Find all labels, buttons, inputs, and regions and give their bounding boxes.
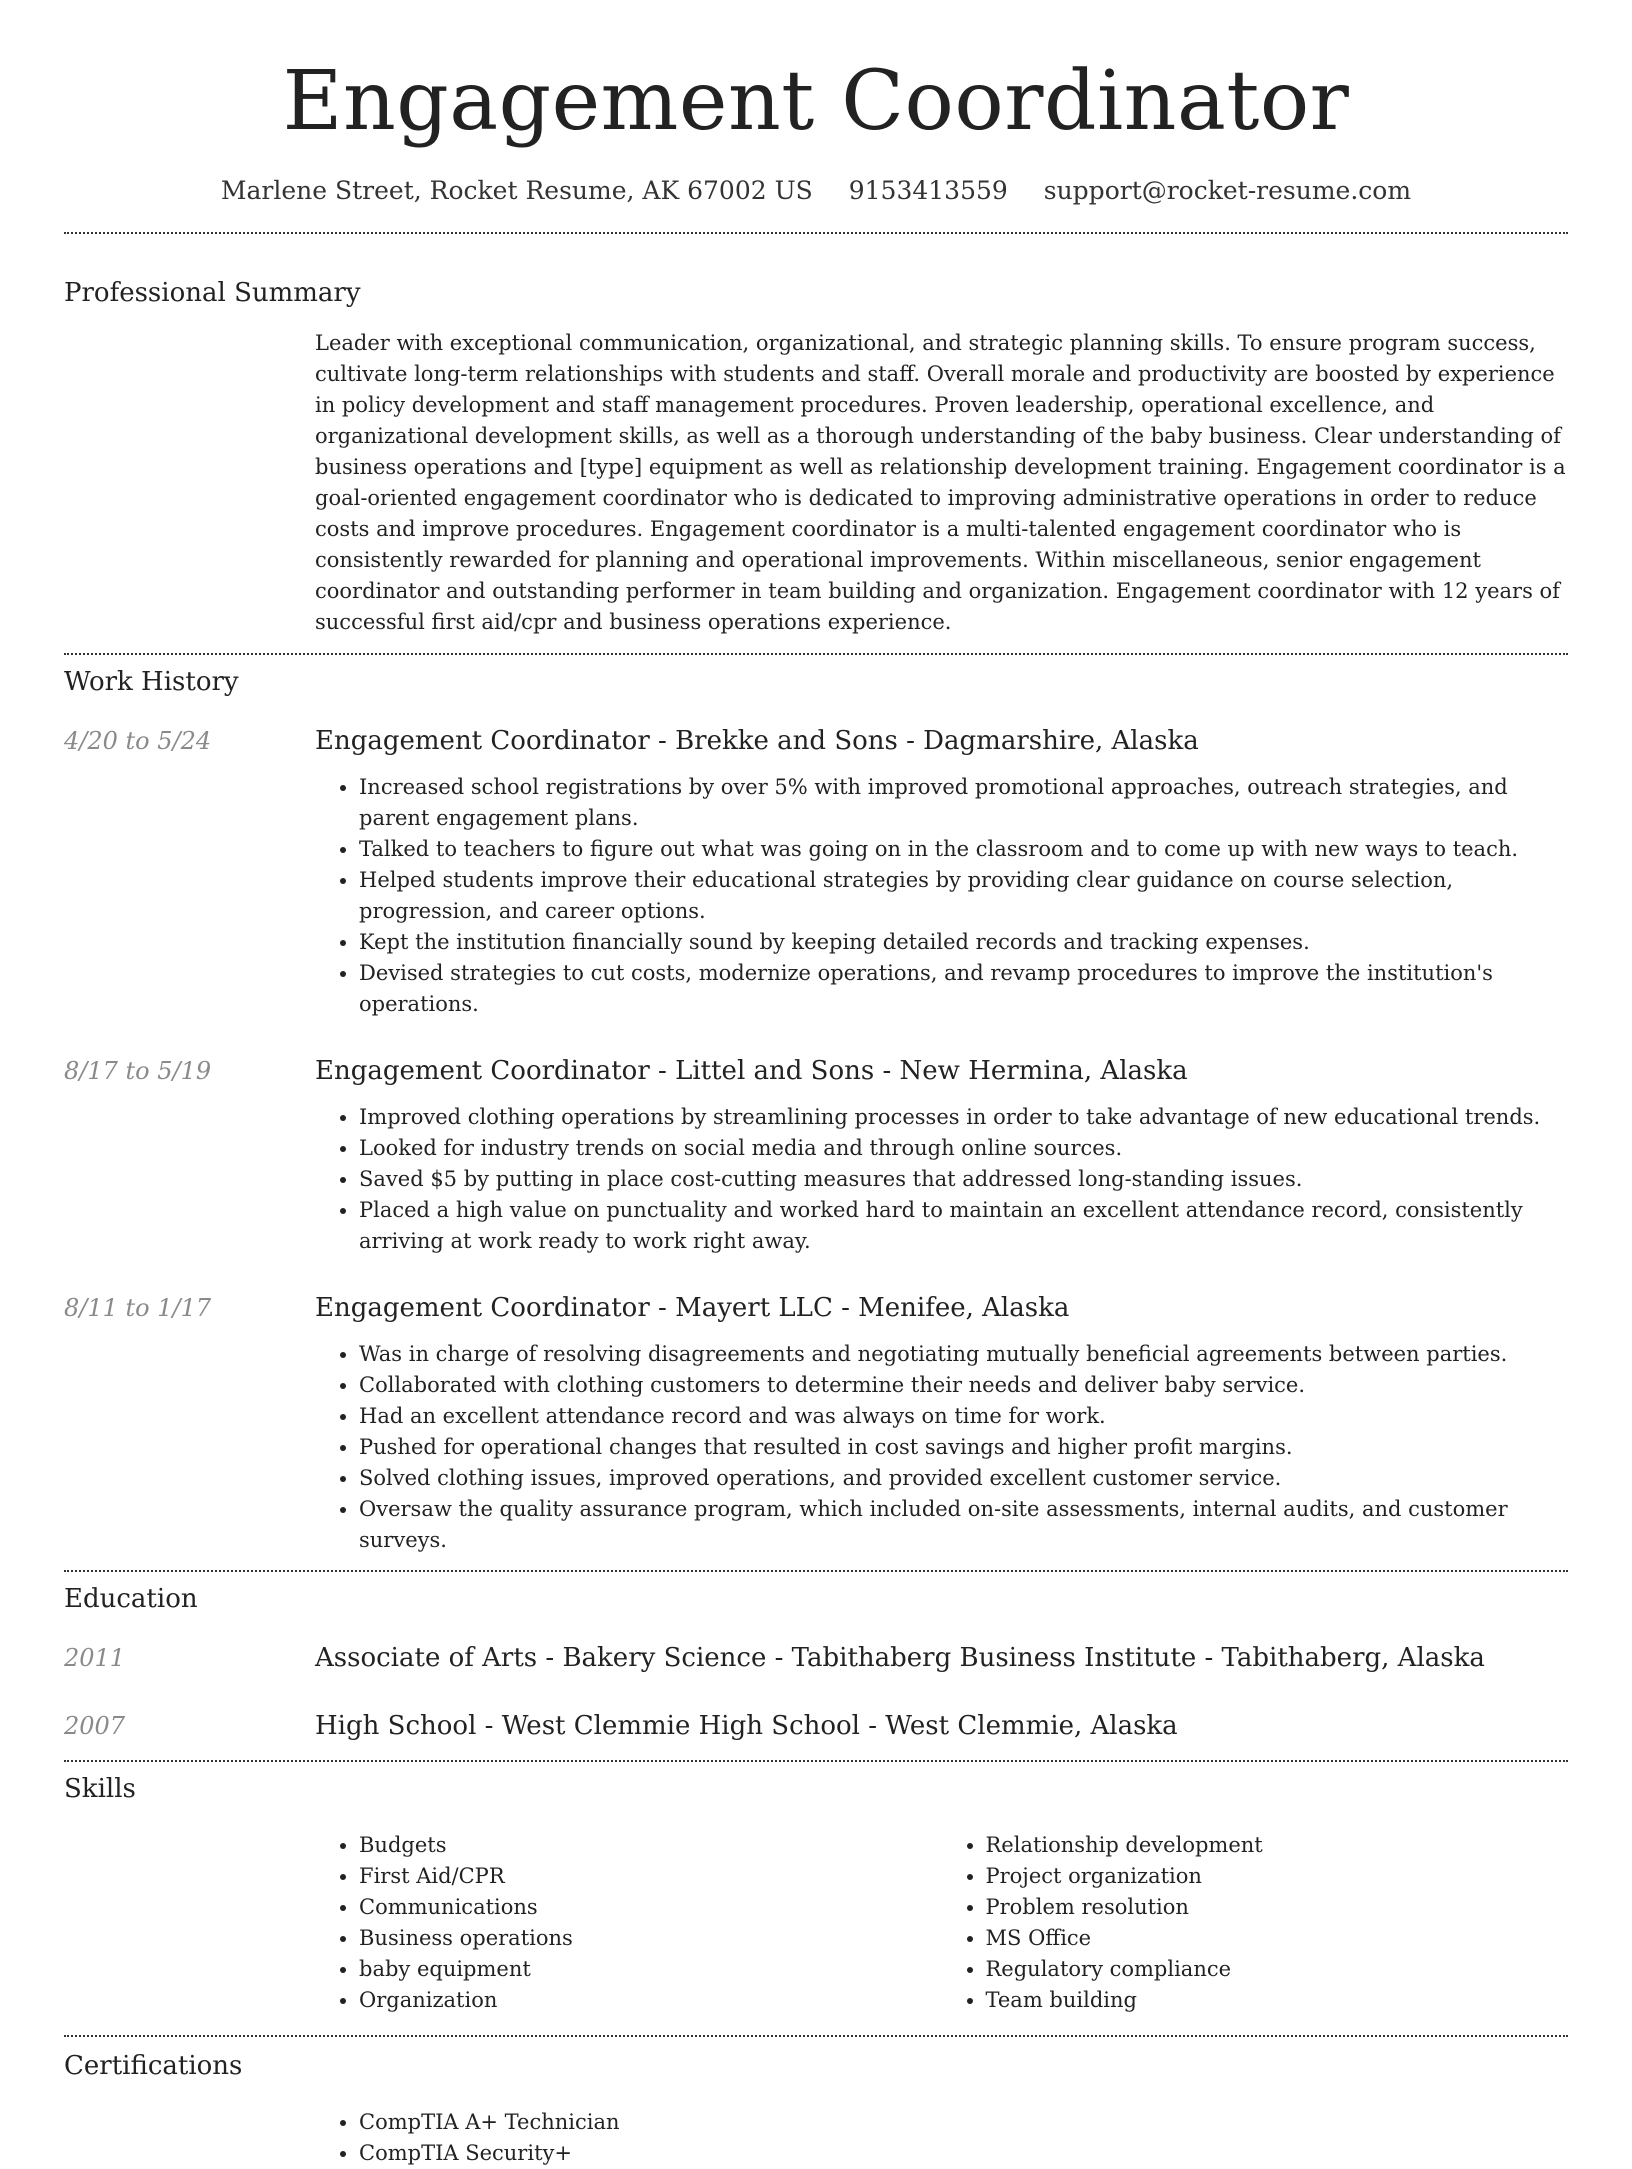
contact-email: support@rocket-resume.com (1043, 176, 1412, 205)
contact-address: Marlene Street, Rocket Resume, AK 67002 US (220, 176, 813, 205)
list-item: • Organization (359, 1985, 942, 2016)
list-item: • Regulatory compliance (986, 1954, 1569, 1985)
education-year: 2007 (64, 1712, 126, 1740)
list-item: • Project organization (986, 1861, 1569, 1892)
education-section (64, 1572, 1568, 1743)
list-item: • MS Office (986, 1923, 1569, 1954)
list-item: • Increased school registrations by over 5% with improved promotional approaches, outreach strategies, and parent engagement plans. (359, 772, 1568, 834)
job-entry (64, 1291, 1568, 1556)
job-dates: 8/17 to 5/19 (64, 1057, 212, 1085)
job-employer: - Brekke and Sons - Dagmarshire, Alaska (649, 726, 1199, 756)
list-item: • Improved clothing operations by streamlining processes in order to take advantage of new educational trends. (359, 1102, 1568, 1133)
certifications-list (315, 2107, 1568, 2169)
skills-list-right (942, 1830, 1569, 2016)
section-title-education: Education (64, 1584, 198, 1614)
list-item: • Placed a high value on punctuality and worked hard to maintain an excellent attendance record, consistently arriving at work ready to work right away. (359, 1195, 1568, 1257)
list-item: • baby equipment (359, 1954, 942, 1985)
job-employer: - Littel and Sons - New Hermina, Alaska (649, 1056, 1188, 1086)
education-entry (64, 1709, 1568, 1743)
contact-phone: 9153413559 (848, 176, 1008, 205)
job-role: Engagement Coordinator (315, 1293, 650, 1323)
section-title-skills: Skills (64, 1774, 136, 1804)
job-dates: 8/11 to 1/17 (64, 1294, 212, 1322)
section-title-summary: Professional Summary (64, 278, 361, 308)
section-title-certifications: Certifications (64, 2051, 243, 2081)
summary-section (64, 234, 1568, 638)
job-title (315, 1054, 1568, 1088)
job-bullets (315, 1102, 1568, 1257)
resume-name: Engagement Coordinator (282, 54, 1350, 149)
skills-list-left (315, 1830, 942, 2016)
job-dates: 4/20 to 5/24 (64, 727, 212, 755)
education-entry (64, 1641, 1568, 1675)
list-item: • Was in charge of resolving disagreements and negotiating mutually beneficial agreements between parties. (359, 1339, 1568, 1370)
list-item: • Collaborated with clothing customers to determine their needs and deliver baby service. (359, 1370, 1568, 1401)
education-title: Associate of Arts - Bakery Science - Tabithaberg Business Institute - Tabithaberg, Alaska (315, 1643, 1485, 1673)
skills-section (64, 1762, 1568, 2016)
list-item: • Had an excellent attendance record and was always on time for work. (359, 1401, 1568, 1432)
contact-line (64, 174, 1568, 208)
list-item: • Pushed for operational changes that resulted in cost savings and higher profit margins. (359, 1432, 1568, 1463)
list-item: • Communications (359, 1892, 942, 1923)
job-bullets (315, 1339, 1568, 1556)
job-entry (64, 724, 1568, 1020)
job-title (315, 1291, 1568, 1325)
list-item: • Looked for industry trends on social media and through online sources. (359, 1133, 1568, 1164)
job-role: Engagement Coordinator (315, 726, 650, 756)
job-employer: - Mayert LLC - Menifee, Alaska (649, 1293, 1070, 1323)
job-entry (64, 1054, 1568, 1257)
list-item: • Saved $5 by putting in place cost-cutting measures that addressed long-standing issues. (359, 1164, 1568, 1195)
certifications-section (64, 2037, 1568, 2169)
job-title (315, 724, 1568, 758)
job-bullets (315, 772, 1568, 1020)
list-item: • Oversaw the quality assurance program, which included on-site assessments, internal audits, and customer surveys. (359, 1494, 1568, 1556)
summary-text: Leader with exceptional communication, organizational, and strategic planning skills. To ensure program success, cultivate long-term relationships with students and staff. Overall morale and productivity are boosted by experience in policy development and staff management procedures. Proven leadership, operational excellence, and organizational development skills, as well as a thorough understanding of the baby business. Clear understanding of business operations and [type] equipment as well as relationship development training. Engagement coordinator is a goal-oriented engagement coordinator who is dedicated to improving administrative operations in order to reduce costs and improve procedures. Engagement coordinator is a multi-talented engagement coordinator who is consistently rewarded for planning and operational improvements. Within miscellaneous, senior engagement coordinator and outstanding performer in team building and organization. Engagement coordinator with 12 years of successful first aid/cpr and business operations experience. (315, 331, 1566, 634)
list-item: • Budgets (359, 1830, 942, 1861)
list-item: • CompTIA Security+ (359, 2138, 1568, 2169)
list-item: • Problem resolution (986, 1892, 1569, 1923)
list-item: • First Aid/CPR (359, 1861, 942, 1892)
list-item: • Devised strategies to cut costs, modernize operations, and revamp procedures to improve the institution's operations. (359, 958, 1568, 1020)
list-item: • CompTIA A+ Technician (359, 2107, 1568, 2138)
job-role: Engagement Coordinator (315, 1056, 650, 1086)
education-year: 2011 (64, 1644, 126, 1672)
list-item: • Solved clothing issues, improved operations, and provided excellent customer service. (359, 1463, 1568, 1494)
list-item: • Relationship development (986, 1830, 1569, 1861)
list-item: • Helped students improve their educational strategies by providing clear guidance on course selection, progression, and career options. (359, 865, 1568, 927)
list-item: • Business operations (359, 1923, 942, 1954)
list-item: • Kept the institution financially sound by keeping detailed records and tracking expenses. (359, 927, 1568, 958)
work-section (64, 655, 1568, 1556)
section-title-work: Work History (64, 667, 239, 697)
list-item: • Talked to teachers to figure out what was going on in the classroom and to come up with new ways to teach. (359, 834, 1568, 865)
education-title: High School - West Clemmie High School - West Clemmie, Alaska (315, 1711, 1178, 1741)
list-item: • Team building (986, 1985, 1569, 2016)
